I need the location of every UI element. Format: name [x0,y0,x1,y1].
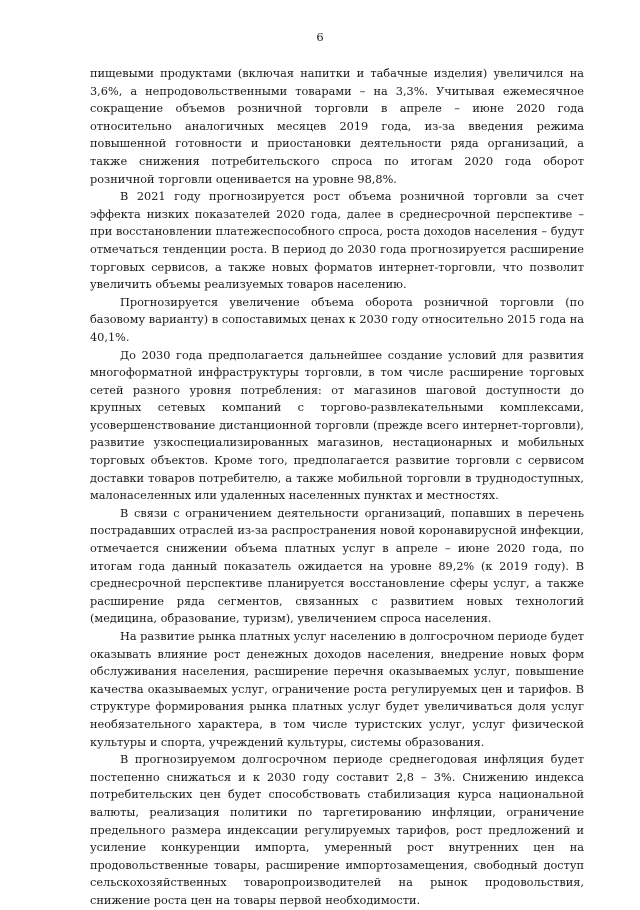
paragraph-retail-turnover-2020: пищевыми продуктами (включая напитки и табачные изделия) увеличился на 3,6%, а непродовольственными товарами – на 3,3%. Учитывая ежемесячное сокращение объемов розничной торговли в апреле – июне 2020 года относительно аналогичных месяцев 2019 года, из-за введения режима повышенной готовности и приостановки деятельности ряда организаций, а также снижения потребительского спроса по итогам 2020 года оборот розничной торговли оценивается на уровне 98,8%. [90,67,584,186]
page-number: 6 [316,30,324,44]
paragraph-retail-growth-2030: Прогнозируется увеличение объема оборота розничной торговли (по базовому варианту) в сопоставимых ценах к 2030 году относительно 2015 года на 40,1%. [90,295,584,344]
paragraph-inflation-forecast: В прогнозируемом долгосрочном периоде среднегодовая инфляция будет постепенно снижаться и к 2030 году составит 2,8 – 3%. Снижению индекса потребительских цен будет способствовать стабилизация курса национальной валюты, реализация политики по таргетированию инфляции, ограничение предельного размера индексации регулируемых тарифов, рост предложений и усиление конкуренции импорта, умеренный рост внутренних цен на продовольственные товары, расширение импортозамещения, свободный доступ сельскохозяйственных товаропроизводителей на рынок продовольствия, снижение роста цен на товары первой необходимости. [90,753,584,907]
paragraph-paid-services-development: На развитие рынка платных услуг населению в долгосрочном периоде будет оказывать влияние рост денежных доходов населения, внедрение новых форм обслуживания населения, расширение перечня оказываемых услуг, повышение качества оказываемых услуг, ограничение роста регулируемых цен и тарифов. В структуре формирования рынка платных услуг будет увеличиваться доля услуг необязательного характера, в том числе туристских услуг, услуг физической культуры и спорта, учреждений культуры, системы образования. [90,630,584,749]
paragraph-paid-services-decline: В связи с ограничением деятельности организаций, попавших в перечень пострадавших отраслей из-за распространения новой коронавирусной инфекции, отмечается снижении объема платных услуг в апреле – июне 2020 года, по итогам года данный показатель ожидается на уровне 89,2% (к 2019 году). В среднесрочной перспективе планируется восстановление сферы услуг, а также расширение ряда сегментов, связанных с развитием новых технологий (медицина, образование, туризм), увеличением спроса населения. [90,506,584,626]
document-body [90,65,584,910]
paragraph-retail-forecast-2021: В 2021 году прогнозируется рост объема розничной торговли за счет эффекта низких показателей 2020 года, далее в среднесрочной перспективе – при восстановлении платежеспособного спроса, роста доходов населения – будут отмечаться тенденции роста. В период до 2030 года прогнозируется расширение торговых сервисов, а также новых форматов интернет-торговли, что позволит увеличить объемы реализуемых товаров населению. [90,190,584,292]
paragraph-trade-infrastructure: До 2030 года предполагается дальнейшее создание условий для развития многоформатной инфраструктуры торговли, в том числе расширение торговых сетей разного уровня потребления: от магазинов шаговой доступности до крупных сетевых компаний с торгово-развлекательными комплексами, усовершенствование дистанционной торговли (прежде всего интернет-торговли), развитие узкоспециализированных магазинов, нестационарных и мобильных торговых объектов. Кроме того, предполагается развитие торговли с сервисом доставки товаров потребителю, а также мобильной торговли в труднодоступных, малонаселенных или удаленных населенных пунктах и местностях. [90,348,584,503]
